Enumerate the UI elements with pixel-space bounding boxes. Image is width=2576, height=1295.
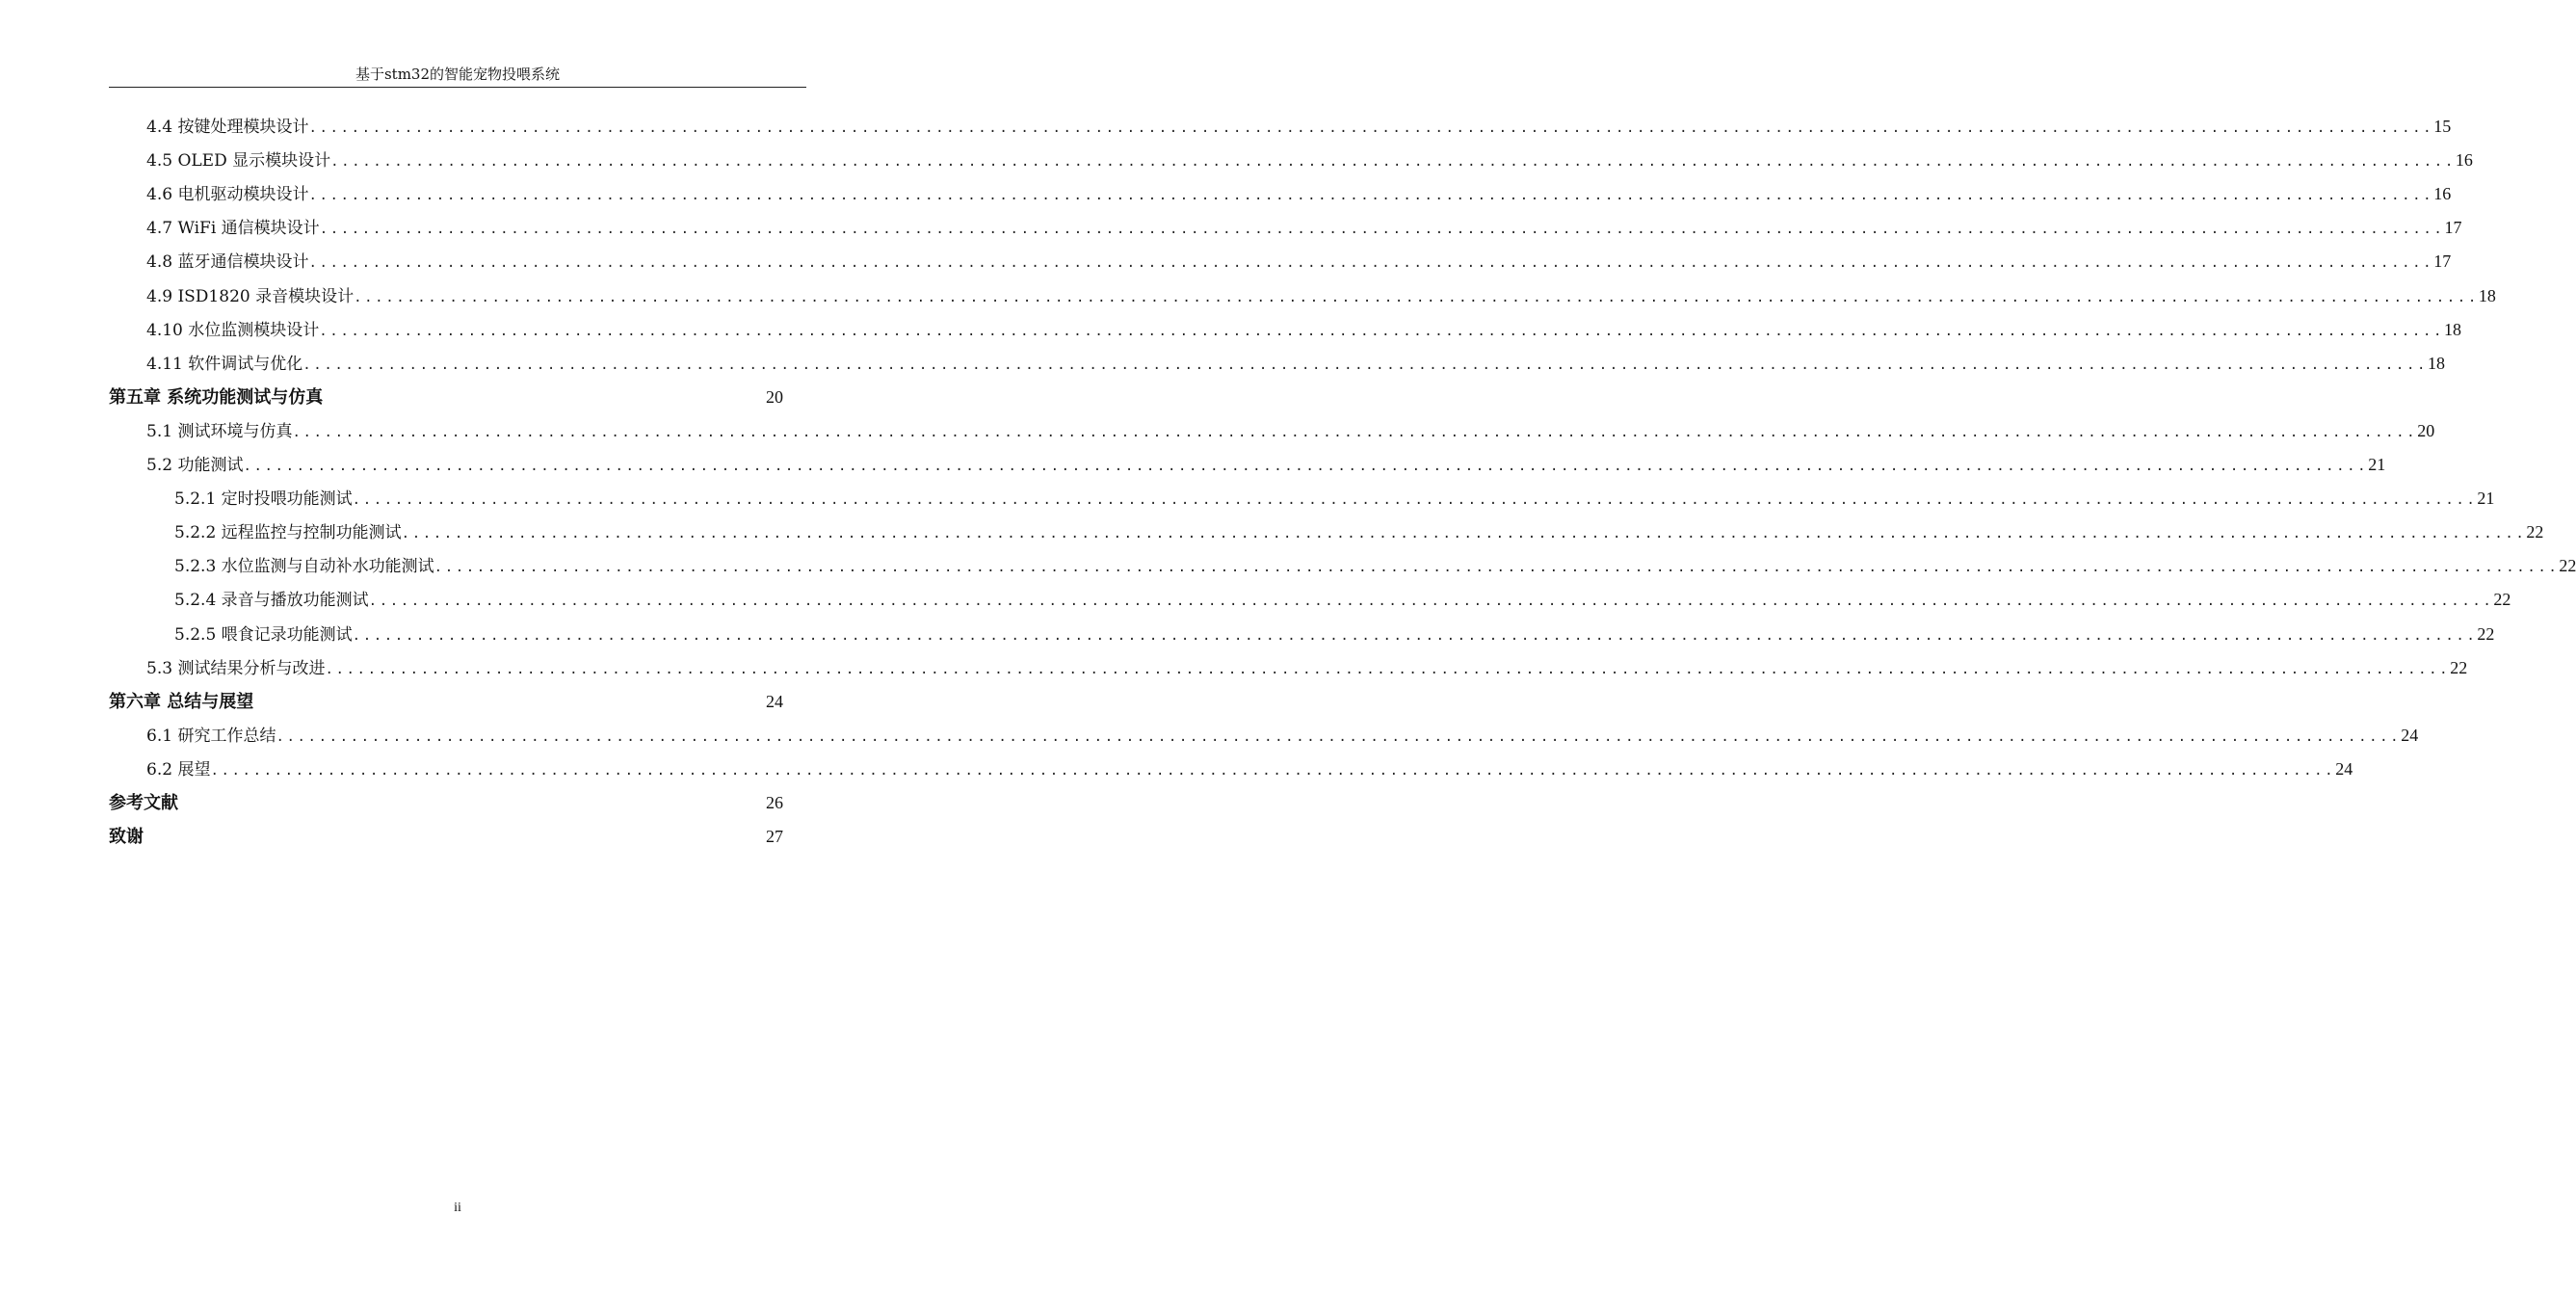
toc-entry-label: 6.2 展望 — [146, 759, 211, 780]
toc-leader-dots: ........................................................................................................................................................................................................ — [352, 627, 2478, 644]
toc-entry-label: 4.9 ISD1820 录音模块设计 — [146, 286, 355, 306]
toc-entry — [146, 414, 2435, 448]
page-number: ii — [454, 1201, 461, 1215]
toc-chapter-title: 第六章 总结与展望 — [109, 691, 254, 712]
toc-entry-page: 24 — [2401, 725, 2419, 745]
toc-leader-dots: ........................................................................................................................................................................................................ — [319, 222, 2445, 238]
page-header — [109, 64, 806, 88]
toc-leader-dots: ........................................................................................................................................................................................................ — [302, 357, 2429, 373]
toc-entry-label: 5.2.4 录音与播放功能测试 — [174, 591, 369, 611]
toc-leader-dots: ........................................................................................................................................................................................................ — [308, 188, 2434, 204]
toc-entry — [174, 482, 2495, 515]
toc-entry — [174, 549, 2576, 583]
toc-chapter-title: 第五章 系统功能测试与仿真 — [109, 386, 324, 408]
toc-entry-page: 24 — [2335, 758, 2353, 779]
toc-entry-label: 5.2 功能测试 — [146, 456, 244, 475]
toc-entry-page: 22 — [2526, 522, 2544, 542]
toc-entry — [146, 279, 2496, 313]
toc-entry — [146, 177, 2452, 211]
toc-entry-label: 5.1 测试环境与仿真 — [146, 421, 293, 441]
toc-entry-label: 4.8 蓝牙通信模块设计 — [146, 252, 309, 273]
toc-entry — [146, 144, 2473, 177]
toc-entry-label: 5.2.5 喂食记录功能测试 — [174, 624, 353, 645]
toc-entry-page: 18 — [2478, 285, 2496, 305]
toc-chapter-page: 24 — [766, 691, 783, 711]
toc-leader-dots: ........................................................................................................................................................................................................ — [319, 323, 2445, 339]
toc-entry-page: 16 — [2433, 184, 2452, 204]
toc-leader-dots: ........................................................................................................................................................................................................ — [354, 289, 2479, 305]
toc-entry-page: 18 — [2444, 319, 2462, 339]
toc-entry-label: 5.3 测试结果分析与改进 — [146, 658, 326, 678]
toc-chapter-page: 26 — [766, 793, 783, 812]
toc-entry — [174, 515, 2544, 549]
toc-entry — [146, 245, 2452, 278]
toc-leader-dots: ........................................................................................................................................................................................................ — [434, 560, 2560, 576]
toc-leader-dots: ........................................................................................................................................................................................................ — [352, 492, 2478, 509]
toc-chapter-title: 致谢 — [109, 827, 144, 848]
toc-entry-page: 17 — [2444, 218, 2462, 238]
toc-entry-label: 5.2.3 水位监测与自动补水功能测试 — [174, 557, 434, 577]
toc-chapter-page: 20 — [766, 386, 783, 407]
toc-entry-label: 4.7 WiFi 通信模块设计 — [146, 219, 320, 239]
toc-entry — [146, 313, 2462, 347]
toc-entry-page: 21 — [2368, 455, 2386, 474]
toc-leader-dots: ........................................................................................................................................................................................................ — [308, 120, 2434, 136]
toc-entry-page: 22 — [2450, 657, 2468, 677]
toc-entry-page: 22 — [2493, 590, 2511, 610]
toc-entry-label: 4.5 OLED 显示模块设计 — [146, 151, 331, 172]
toc-entry-page: 22 — [2477, 623, 2495, 644]
toc-leader-dots: ........................................................................................................................................................................................................ — [276, 728, 2402, 745]
toc-entry — [174, 583, 2511, 617]
toc-leader-dots: ........................................................................................................................................................................................................ — [243, 459, 2369, 474]
toc-entry — [146, 753, 2353, 786]
toc-entry-page: 18 — [2428, 353, 2446, 373]
header-title: 基于stm32的智能宠物投喂系统 — [355, 66, 561, 83]
toc-leader-dots: ........................................................................................................................................................................................................ — [401, 526, 2527, 542]
toc-entry-label: 4.4 按键处理模块设计 — [146, 118, 309, 137]
toc-leader-dots: ........................................................................................................................................................................................................ — [325, 661, 2451, 677]
toc-entry-label: 4.11 软件调试与优化 — [146, 354, 303, 374]
toc-entry-page: 21 — [2477, 489, 2495, 509]
toc-entry — [146, 110, 2452, 144]
toc-entry — [146, 448, 2386, 482]
toc-entry-label: 4.6 电机驱动模块设计 — [146, 185, 309, 205]
toc-entry — [146, 651, 2468, 685]
toc-chapter-page: 27 — [766, 827, 783, 847]
toc-leader-dots: ........................................................................................................................................................................................................ — [210, 762, 2336, 779]
toc-entry-page: 17 — [2433, 251, 2452, 272]
toc-entry-page: 16 — [2455, 150, 2473, 171]
toc-entry — [146, 719, 2419, 753]
toc-leader-dots: ........................................................................................................................................................................................................ — [292, 424, 2418, 440]
toc-entry-label: 6.1 研究工作总结 — [146, 726, 276, 746]
toc-entry-label: 5.2.1 定时投喂功能测试 — [174, 489, 353, 510]
toc-entry-label: 4.10 水位监测模块设计 — [146, 320, 320, 340]
toc-entry — [174, 618, 2495, 651]
toc-entry — [146, 347, 2446, 381]
toc-leader-dots: ........................................................................................................................................................................................................ — [308, 255, 2434, 272]
toc-entry — [146, 211, 2462, 245]
toc-entry-page: 20 — [2417, 420, 2435, 440]
toc-entry-label: 5.2.2 远程监控与控制功能测试 — [174, 523, 402, 543]
toc-entry-page: 15 — [2433, 117, 2452, 136]
toc-leader-dots: ........................................................................................................................................................................................................ — [368, 594, 2494, 610]
toc-leader-dots: ........................................................................................................................................................................................................ — [330, 154, 2456, 171]
toc-chapter-title: 参考文献 — [109, 793, 178, 813]
toc-entry-page: 22 — [2559, 556, 2576, 576]
